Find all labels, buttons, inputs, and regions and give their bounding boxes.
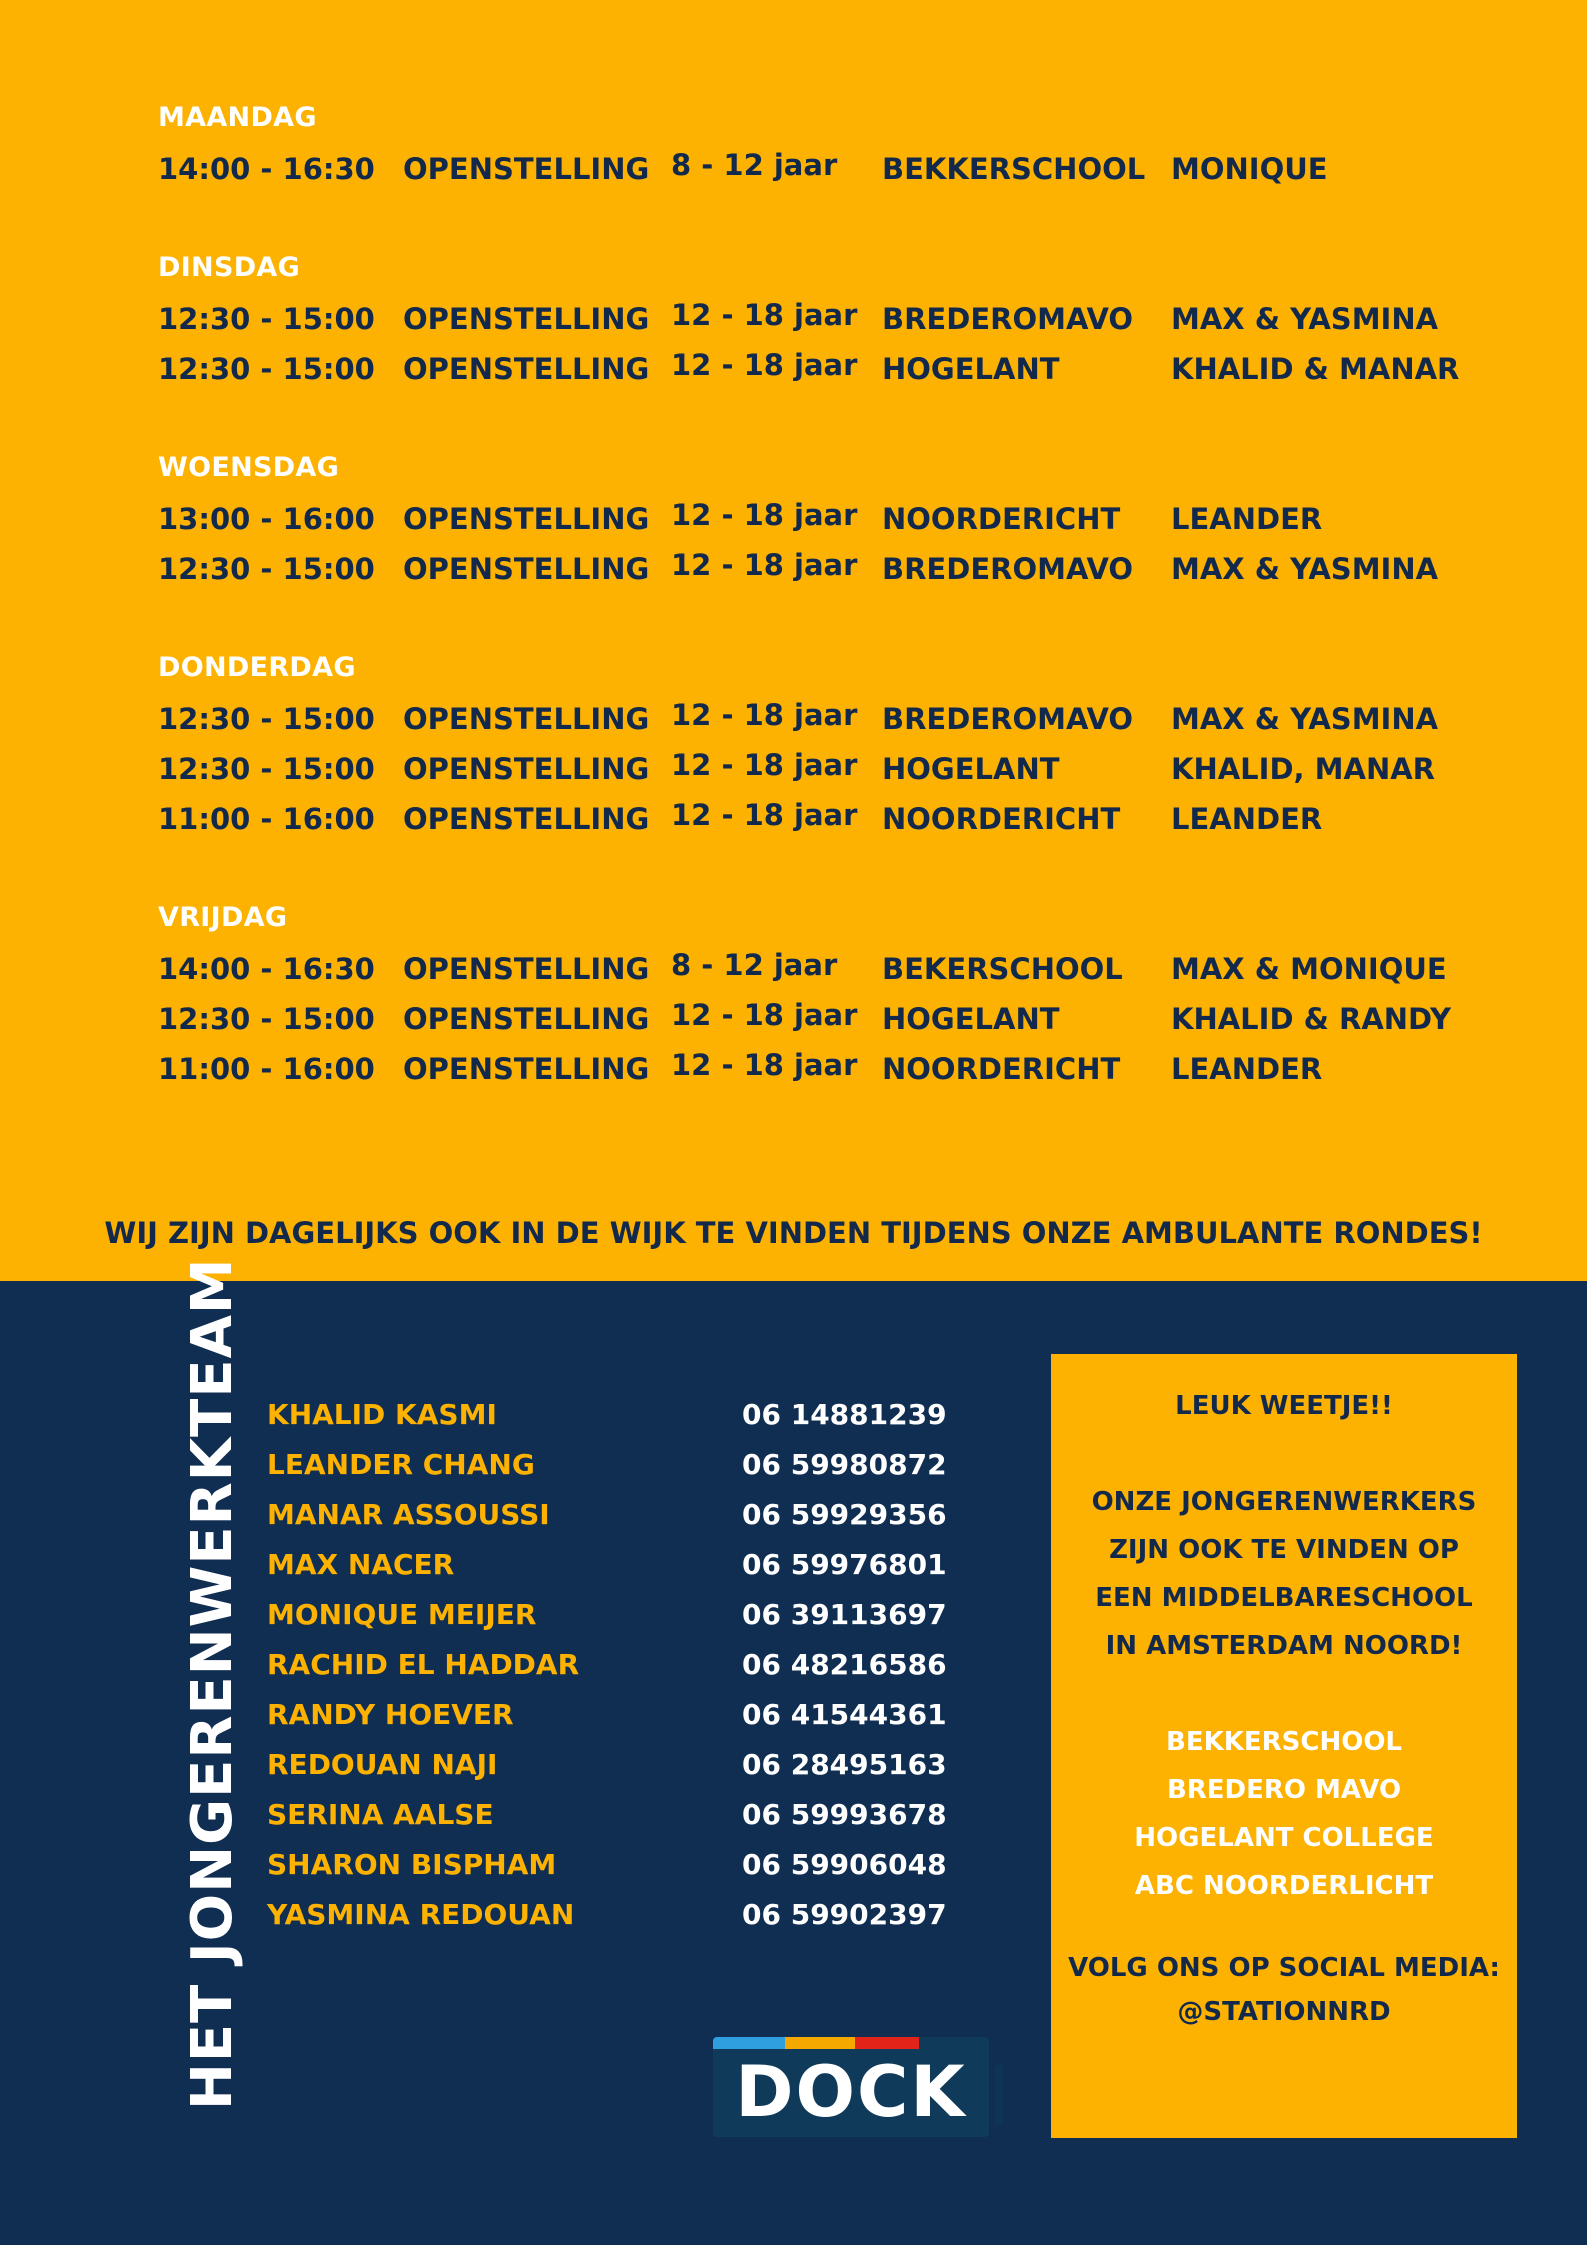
schedule-age: 8 - 12 jaar (671, 148, 838, 182)
schedule-school: BEKERSCHOOL (882, 952, 1123, 986)
day-heading: MAANDAG (158, 102, 317, 133)
schedule-school: NOORDERICHT (882, 802, 1121, 836)
schedule-age: 12 - 18 jaar (671, 298, 858, 332)
schedule-staff: KHALID & MANAR (1171, 352, 1460, 386)
schedule-age: 8 - 12 jaar (671, 948, 838, 982)
schedule-time: 14:00 - 16:30 (158, 152, 375, 186)
contact-name: SHARON BISPHAM (267, 1848, 557, 1881)
contact-name: MANAR ASSOUSSI (267, 1498, 550, 1531)
schedule-time: 11:00 - 16:00 (158, 802, 375, 836)
contact-phone[interactable]: 06 48216586 (742, 1648, 947, 1681)
contact-name: LEANDER CHANG (267, 1448, 535, 1481)
schedule-type: OPENSTELLING (403, 1002, 650, 1036)
schedule-type: OPENSTELLING (403, 552, 650, 586)
schedule-school: HOGELANT (882, 752, 1060, 786)
schedule-school: BREDEROMAVO (882, 302, 1134, 336)
schedule-time: 11:00 - 16:00 (158, 1052, 375, 1086)
ambulant-banner: WIJ ZIJN DAGELIJKS OOK IN DE WIJK TE VINDEN TIJDENS ONZE AMBULANTE RONDES! (104, 1216, 1483, 1250)
contact-name: SERINA AALSE (267, 1798, 494, 1831)
info-box (1051, 1354, 1517, 2138)
schedule-school: HOGELANT (882, 1002, 1060, 1036)
schedule-staff: KHALID & RANDY (1171, 1002, 1452, 1036)
contact-name: MONIQUE MEIJER (267, 1598, 537, 1631)
schedule-staff: MAX & YASMINA (1171, 702, 1439, 736)
info-school: BREDERO MAVO (1166, 1775, 1402, 1805)
schedule-age: 12 - 18 jaar (671, 1048, 858, 1082)
schedule-staff: LEANDER (1171, 502, 1323, 536)
contact-phone[interactable]: 06 59906048 (742, 1848, 947, 1881)
contact-phone[interactable]: 06 59980872 (742, 1448, 947, 1481)
team-title: HET JONGERENWERKTEAM (180, 1257, 245, 2110)
contact-name: RACHID EL HADDAR (267, 1648, 580, 1681)
contact-phone[interactable]: 06 41544361 (742, 1698, 947, 1731)
info-school: HOGELANT COLLEGE (1134, 1823, 1434, 1853)
schedule-staff: KHALID, MANAR (1171, 752, 1435, 786)
schedule-staff: MAX & MONIQUE (1171, 952, 1447, 986)
logo-stripe-blue (713, 2037, 785, 2049)
logo-wordmark: DOCK (735, 2051, 967, 2133)
contact-name: RANDY HOEVER (267, 1698, 514, 1731)
schedule-time: 12:30 - 15:00 (158, 752, 375, 786)
schedule-school: BEKKERSCHOOL (882, 152, 1146, 186)
schedule-time: 12:30 - 15:00 (158, 302, 375, 336)
schedule-staff: MAX & YASMINA (1171, 302, 1439, 336)
schedule-type: OPENSTELLING (403, 702, 650, 736)
info-text-line: ZIJN OOK TE VINDEN OP (1109, 1535, 1459, 1565)
schedule-school: BREDEROMAVO (882, 702, 1134, 736)
contact-name: REDOUAN NAJI (267, 1748, 498, 1781)
info-school: ABC NOORDERLICHT (1134, 1871, 1434, 1901)
schedule-age: 12 - 18 jaar (671, 798, 858, 832)
logo-stripe-red (855, 2037, 919, 2049)
schedule-staff: LEANDER (1171, 802, 1323, 836)
schedule-school: BREDEROMAVO (882, 552, 1134, 586)
contact-phone[interactable]: 06 14881239 (742, 1398, 947, 1431)
schedule-time: 12:30 - 15:00 (158, 352, 375, 386)
contact-phone[interactable]: 06 59902397 (742, 1898, 947, 1931)
schedule-school: HOGELANT (882, 352, 1060, 386)
contact-phone[interactable]: 06 39113697 (742, 1598, 947, 1631)
contact-name: YASMINA REDOUAN (267, 1898, 575, 1931)
logo-side-mark (995, 2065, 1003, 2125)
schedule-time: 12:30 - 15:00 (158, 1002, 375, 1036)
contact-phone[interactable]: 06 59993678 (742, 1798, 947, 1831)
contact-name: MAX NACER (267, 1548, 455, 1581)
schedule-staff: LEANDER (1171, 1052, 1323, 1086)
schedule-school: NOORDERICHT (882, 502, 1121, 536)
social-label: VOLG ONS OP SOCIAL MEDIA: (1068, 1953, 1500, 1983)
schedule-type: OPENSTELLING (403, 502, 650, 536)
info-text-line: ONZE JONGERENWERKERS (1091, 1487, 1477, 1517)
contact-phone[interactable]: 06 59929356 (742, 1498, 947, 1531)
social-handle[interactable]: @STATIONNRD (1177, 1997, 1391, 2027)
schedule-age: 12 - 18 jaar (671, 498, 858, 532)
schedule-age: 12 - 18 jaar (671, 748, 858, 782)
logo-stripe-orange (785, 2037, 855, 2049)
schedule-age: 12 - 18 jaar (671, 698, 858, 732)
info-text-line: EEN MIDDELBARESCHOOL (1095, 1583, 1473, 1613)
schedule-time: 13:00 - 16:00 (158, 502, 375, 536)
schedule-type: OPENSTELLING (403, 152, 650, 186)
info-school: BEKKERSCHOOL (1166, 1727, 1402, 1757)
day-heading: DONDERDAG (158, 652, 356, 683)
dock-logo (713, 2037, 989, 2137)
schedule-school: NOORDERICHT (882, 1052, 1121, 1086)
day-heading: VRIJDAG (158, 902, 288, 933)
schedule-type: OPENSTELLING (403, 752, 650, 786)
schedule-type: OPENSTELLING (403, 802, 650, 836)
schedule-type: OPENSTELLING (403, 302, 650, 336)
schedule-type: OPENSTELLING (403, 952, 650, 986)
schedule-age: 12 - 18 jaar (671, 348, 858, 382)
info-text-line: IN AMSTERDAM NOORD! (1105, 1631, 1463, 1661)
info-heading: LEUK WEETJE!! (1175, 1391, 1393, 1421)
schedule-staff: MONIQUE (1171, 152, 1328, 186)
schedule-age: 12 - 18 jaar (671, 548, 858, 582)
schedule-staff: MAX & YASMINA (1171, 552, 1439, 586)
schedule-type: OPENSTELLING (403, 1052, 650, 1086)
schedule-time: 14:00 - 16:30 (158, 952, 375, 986)
schedule-time: 12:30 - 15:00 (158, 552, 375, 586)
day-heading: DINSDAG (158, 252, 301, 283)
schedule-time: 12:30 - 15:00 (158, 702, 375, 736)
contact-phone[interactable]: 06 59976801 (742, 1548, 947, 1581)
contact-name: KHALID KASMI (267, 1398, 497, 1431)
contact-phone[interactable]: 06 28495163 (742, 1748, 947, 1781)
schedule-type: OPENSTELLING (403, 352, 650, 386)
day-heading: WOENSDAG (158, 452, 340, 483)
schedule-age: 12 - 18 jaar (671, 998, 858, 1032)
